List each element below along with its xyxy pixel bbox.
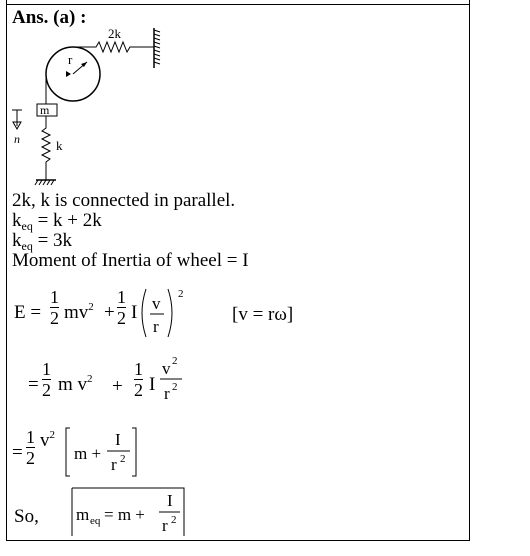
eq2-r: r [164,384,170,403]
keq-symbol: k [12,210,22,231]
center-mark [66,71,71,77]
eq1-plus: + [104,302,115,323]
result-eq-subscript: eq [90,515,101,527]
right-bracket [132,428,136,476]
keq-line-2 [12,231,72,251]
keq-subscript: eq [21,239,33,253]
result-r-square: 2 [171,514,177,526]
parallel-statement: 2k, k is connected in parallel. [12,190,236,211]
eq2-equals: = [28,374,39,395]
eq3-v: $v^2$ [40,429,55,451]
eq3-bracket-group [62,425,144,479]
keq-rhs-1: = k + 2k [32,210,102,231]
eq2-plus: + [112,376,123,397]
result-inertia: I [167,491,173,510]
result-box [70,486,190,540]
answer-heading: Ans. (a) : [12,7,87,28]
right-paren [168,289,172,337]
left-paren [142,289,146,337]
bottom-spring-label: k [56,138,63,153]
eq1-bracket-note: [v = rω] [232,304,294,325]
result-equals-m-plus: = m + [104,505,145,524]
eq2-v: v [162,359,171,378]
eq1-half-2: $\frac{1}{2}$ [117,287,126,328]
result-so: So, [14,506,39,527]
mass-label: m [40,103,50,117]
eq2-half-1: $\frac{1}{2}$ [42,359,51,400]
eq1-v: v [152,294,161,313]
eq1-term1: $mv^2$ [64,301,94,323]
eq3-inertia: I [115,430,121,449]
eq2-term1: m $v^2$ [58,373,93,395]
eq2-v2-over-r2 [156,354,192,406]
displacement-label: n [14,132,20,146]
pulley-spring-mass-figure [8,22,178,192]
moment-of-inertia-line: Moment of Inertia of wheel = I [12,250,249,271]
eq3-m-plus: m + [74,444,102,463]
eq3-r: r [111,455,117,474]
keq-symbol: k [12,230,22,251]
eq1-r: r [153,317,159,336]
result-m: m [76,505,90,524]
eq1-inertia: I [131,302,138,323]
eq1-outer-square: 2 [178,288,184,300]
bottom-spring [42,116,50,180]
radius-label: r [68,52,73,67]
keq-rhs-2: = 3k [32,230,73,251]
eq2-half-2: $\frac{1}{2}$ [134,359,143,400]
eq1-half-1: $\frac{1}{2}$ [50,287,59,328]
eq1-lhs: E = [14,302,42,323]
result-r: r [162,516,168,535]
eq2-inertia: I [149,374,156,395]
eq2-r-square: 2 [172,381,178,393]
eq3-equals: = [12,442,23,463]
wall-hatch [154,30,160,64]
eq3-r-square: 2 [120,453,126,465]
top-spring-label: 2k [108,26,121,41]
left-bracket [66,428,70,476]
keq-line-1 [12,211,102,231]
top-border [6,4,469,5]
eq2-v-square: 2 [172,355,178,367]
eq3-half: $\frac{1}{2}$ [26,427,35,468]
eq1-paren-group [138,285,190,341]
keq-subscript: eq [21,219,33,233]
